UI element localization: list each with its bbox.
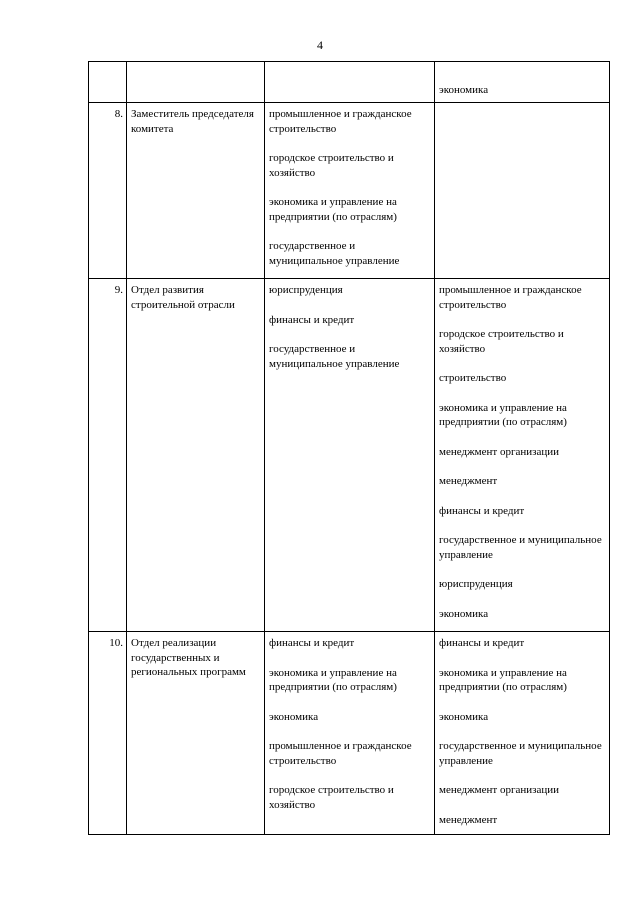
page-number: 4 xyxy=(317,38,323,52)
specialty-item: экономика и управление на предприятии (по отраслям) xyxy=(269,666,397,693)
row-number: 8. xyxy=(89,103,127,279)
specialty-item: менеджмент организации xyxy=(439,445,560,458)
specialty-item: городское строительство и хозяйство xyxy=(269,152,394,179)
specialty-item: юриспруденция xyxy=(439,578,513,590)
specialties-list-secondary xyxy=(435,62,610,103)
specialty-item: городское строительство и хозяйство xyxy=(269,784,394,811)
unit-name xyxy=(127,62,265,103)
specialty-item: промышленное и гражданское строительство xyxy=(439,284,582,311)
table-row xyxy=(89,103,610,279)
specialty-item: менеджмент xyxy=(439,475,498,487)
table-row xyxy=(89,279,610,632)
unit-name: Заместитель председателя комитета xyxy=(127,103,265,279)
row-number: 10. xyxy=(89,632,127,835)
specialty-item: промышленное и гражданское строительство xyxy=(269,108,412,135)
specialty-item: юриспруденция xyxy=(269,284,343,296)
specialty-item: экономика xyxy=(439,83,489,96)
row-number xyxy=(89,62,127,103)
specialty-item: государственное и муниципальное управление xyxy=(439,740,602,767)
unit-name: Отдел реализации государственных и региональных программ xyxy=(127,632,265,835)
specialty-item: экономика и управление на предприятии (по отраслям) xyxy=(439,666,567,693)
specialties-list-secondary xyxy=(435,632,610,835)
specialty-item: финансы и кредит xyxy=(439,504,525,517)
specialties-list-primary xyxy=(265,632,435,835)
specialty-item: экономика xyxy=(439,607,489,620)
specialty-item: государственное и муниципальное управление xyxy=(269,343,400,370)
specialties-list-secondary xyxy=(435,279,610,632)
table-row xyxy=(89,632,610,835)
specialty-item: финансы и кредит xyxy=(269,637,355,649)
unit-name: Отдел развития строительной отрасли xyxy=(127,279,265,632)
specialties-list-secondary xyxy=(435,103,610,279)
specialty-item: промышленное и гражданское строительство xyxy=(269,740,412,767)
specialty-item: экономика xyxy=(269,710,319,723)
table-row xyxy=(89,62,610,103)
specialty-item: городское строительство и хозяйство xyxy=(439,328,564,355)
row-number: 9. xyxy=(89,279,127,632)
specialty-item: строительство xyxy=(439,372,507,384)
specialties-list-primary xyxy=(265,103,435,279)
specialty-item: менеджмент организации xyxy=(439,784,560,796)
specialty-item: государственное и муниципальное управление xyxy=(439,534,602,561)
specialties-list-primary xyxy=(265,62,435,103)
specialty-item: финансы и кредит xyxy=(439,637,525,649)
specialty-item: экономика и управление на предприятии (по отраслям) xyxy=(269,196,397,223)
specialties-list-primary xyxy=(265,279,435,632)
specialty-item: финансы и кредит xyxy=(269,313,355,326)
requirements-table xyxy=(88,61,610,835)
specialty-item: менеджмент xyxy=(439,813,498,826)
specialty-item: экономика и управление на предприятии (по отраслям) xyxy=(439,401,567,428)
specialty-item: государственное и муниципальное управление xyxy=(269,240,400,267)
specialty-item: экономика xyxy=(439,710,489,723)
table-body xyxy=(89,62,610,835)
